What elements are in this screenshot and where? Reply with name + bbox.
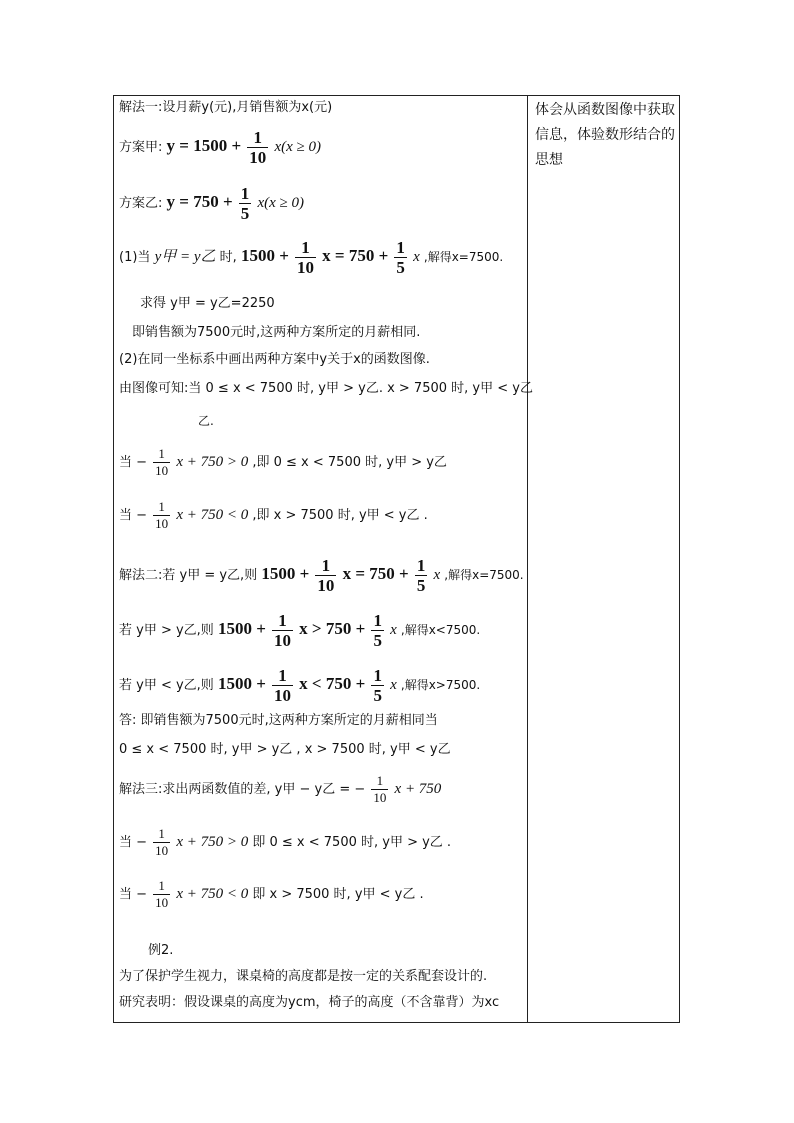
case-a: 当 − $\frac{1}{10}$ x + 750 > 0 ,即 0 ≤ x < 7500 时, y甲 > y乙	[119, 446, 447, 478]
solution2-equal: 解法二:若 y甲 = y乙,则 1500 + $\frac{1}{10}$ x = 750 + $\frac{1}{5}$ x ,解得x=7500.	[119, 556, 524, 595]
answer-cont: 0 ≤ x < 7500 时, y甲 > y乙 , x > 7500 时, y甲 < y乙	[119, 742, 451, 757]
teaching-note: 体会从函数图像中获取信息，体验数形结合的思想	[535, 102, 675, 168]
fraction: $\frac{1}{10}$	[249, 128, 267, 167]
example2-line1: 为了保护学生视力，课桌椅的高度都是按一定的关系配套设计的.	[119, 969, 488, 984]
solution3-case-a: 当 − $\frac{1}{10}$ x + 750 > 0 即 0 ≤ x < 7500 时, y甲 > y乙 .	[119, 826, 452, 858]
fraction: $\frac{1}{10}$	[155, 499, 169, 531]
fraction: $\frac{1}{5}$	[373, 611, 382, 650]
answer: 答: 即销售额为7500元时,这两种方案所定的月薪相同当	[119, 713, 438, 728]
solution2-greater: 若 y甲 > y乙,则 1500 + $\frac{1}{10}$ x > 750 + $\frac{1}{5}$ x ,解得x<7500.	[119, 611, 481, 650]
solution1-intro: 解法一:设月薪y(元),月销售额为x(元)	[119, 100, 333, 115]
example2-line2: 研究表明：假设课桌的高度为ycm，椅子的高度（不含靠背）为xc	[119, 995, 500, 1010]
solution2-less: 若 y甲 < y乙,则 1500 + $\frac{1}{10}$ x < 750 + $\frac{1}{5}$ x ,解得x>7500.	[119, 666, 481, 705]
note-column	[528, 96, 679, 1022]
fraction: $\frac{1}{10}$	[317, 556, 335, 595]
fraction: $\frac{1}{10}$	[155, 446, 169, 478]
content-table	[113, 95, 680, 1023]
part2-text: (2)在同一坐标系中画出两种方案中y关于x的函数图像.	[119, 352, 430, 367]
plan-a-formula: 方案甲: y = 1500 + $\frac{1}{10}$ x(x ≥ 0)	[119, 128, 321, 167]
solution3-diff: 解法三:求出两函数值的差, y甲 − y乙 = − $\frac{1}{10}$ x + 750	[119, 773, 442, 805]
fraction: $\frac{1}{10}$	[373, 773, 387, 805]
part1-conclusion: 即销售额为7500元时,这两种方案所定的月薪相同.	[132, 325, 421, 340]
part1-obtain: 求得 y甲 = y乙=2250	[140, 296, 275, 311]
fraction: $\frac{1}{10}$	[297, 238, 315, 277]
part2-graph: 由图像可知:当 0 ≤ x < 7500 时, y甲 > y乙. x > 7500 时, y甲 < y乙	[119, 381, 533, 396]
plan-b-formula: 方案乙: y = 750 + $\frac{1}{5}$ x(x ≥ 0)	[119, 184, 304, 223]
fraction: $\frac{1}{5}$	[240, 184, 250, 223]
solution3-case-b: 当 − $\frac{1}{10}$ x + 750 < 0 即 x > 7500 时, y甲 < y乙 .	[119, 878, 424, 910]
example2-label: 例2.	[148, 943, 174, 958]
fraction: $\frac{1}{10}$	[274, 666, 292, 705]
part2-graph-cont: 乙.	[198, 414, 214, 428]
case-b: 当 − $\frac{1}{10}$ x + 750 < 0 ,即 x > 7500 时, y甲 < y乙 .	[119, 499, 428, 531]
fraction: $\frac{1}{10}$	[155, 878, 169, 910]
solution-column	[114, 96, 533, 1022]
fraction: $\frac{1}{5}$	[396, 238, 405, 277]
fraction: $\frac{1}{5}$	[416, 556, 426, 595]
fraction: $\frac{1}{10}$	[155, 826, 169, 858]
part1-equation: (1)当 y甲 = y乙 时, 1500 + $\frac{1}{10}$ x = 750 + $\frac{1}{5}$ x ,解得x=7500.	[119, 238, 504, 277]
fraction: $\frac{1}{5}$	[373, 666, 382, 705]
fraction: $\frac{1}{10}$	[274, 611, 292, 650]
